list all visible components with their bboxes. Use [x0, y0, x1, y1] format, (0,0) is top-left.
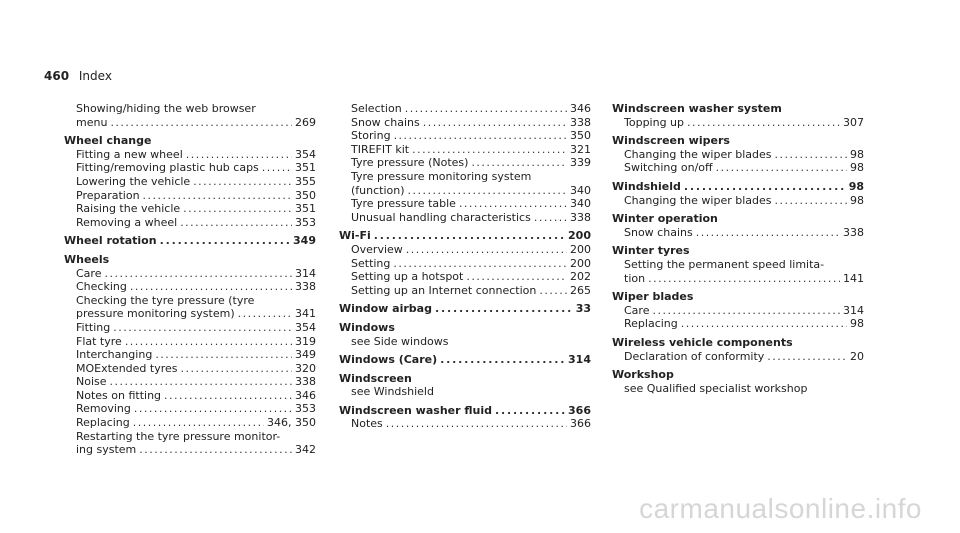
page-reference: 269: [295, 115, 316, 129]
index-subentry: [339, 129, 591, 143]
page-reference: 307: [843, 115, 864, 129]
page-reference: 346, 350: [267, 416, 316, 430]
page-reference: 200: [568, 229, 591, 243]
page-reference: 351: [295, 161, 316, 175]
entry-text: Raising the vehicle: [76, 202, 181, 216]
index-subentry: [64, 321, 316, 335]
leader-dots: [183, 202, 292, 216]
index-subentry: [64, 307, 316, 321]
entry-text: TIREFIT kit: [351, 142, 410, 156]
entry-text: Declaration of conformity: [624, 349, 765, 363]
leader-dots: [406, 243, 567, 257]
page-reference: 314: [843, 303, 864, 317]
index-heading-entry: [339, 229, 591, 243]
entry-text: Windscreen washer fluid: [339, 403, 492, 417]
index-subentry: [64, 348, 316, 362]
leader-dots: [238, 307, 292, 321]
index-subentry: [64, 443, 316, 457]
page-reference: 355: [295, 174, 316, 188]
entry-text: Replacing: [624, 317, 678, 331]
leader-dots: [423, 116, 567, 130]
index-heading: Windscreen washer system: [612, 102, 782, 115]
page-reference: 33: [575, 302, 591, 316]
entry-text: Storing: [351, 129, 391, 143]
index-subentry: [612, 350, 864, 364]
page-reference: 338: [570, 115, 591, 129]
index-heading-entry: [339, 302, 591, 316]
page-reference: 350: [570, 129, 591, 143]
entry-text: Removing: [76, 402, 131, 416]
entry-text: tion: [624, 271, 646, 285]
leader-dots: [394, 129, 567, 143]
index-column-3: [612, 102, 864, 395]
page-reference: 338: [295, 280, 316, 294]
index-heading: Wheel change: [64, 134, 152, 148]
leader-dots: [374, 229, 565, 243]
index-subentry: [64, 216, 316, 230]
page-reference: 342: [295, 443, 316, 457]
leader-dots: [440, 353, 565, 367]
leader-dots: [459, 197, 567, 211]
page-reference: 20: [850, 349, 864, 363]
entry-text: Windows (Care): [339, 353, 438, 367]
entry-text: Unusual handling characteristics: [351, 210, 531, 224]
page-reference: 339: [570, 156, 591, 170]
leader-dots: [495, 404, 565, 418]
entry-text: Topping up: [624, 115, 685, 129]
index-subentry: [64, 161, 316, 175]
page-reference: 98: [848, 179, 864, 193]
index-subentry: [612, 116, 864, 130]
entry-text: menu: [76, 115, 108, 129]
page-reference: 200: [570, 256, 591, 270]
leader-dots: [155, 348, 292, 362]
page-reference: 338: [843, 225, 864, 239]
leader-dots: [775, 194, 848, 208]
entry-text: Snow chains: [624, 225, 693, 239]
entry-text: Setting up a hotspot: [351, 270, 464, 284]
index-column-1: [64, 102, 316, 457]
page-reference: 353: [295, 402, 316, 416]
entry-text: Setting up an Internet connection: [351, 283, 537, 297]
page-reference: 338: [295, 375, 316, 389]
page-reference: 98: [850, 161, 864, 175]
leader-dots: [681, 317, 847, 331]
entry-text: Checking: [76, 280, 127, 294]
page-reference: 141: [843, 271, 864, 285]
entry-text: Tyre pressure table: [351, 197, 456, 211]
entry-text: Wheel rotation: [64, 234, 157, 248]
leader-dots: [110, 375, 292, 389]
page-reference: 320: [295, 361, 316, 375]
index-subentry: [339, 211, 591, 225]
leader-dots: [696, 226, 840, 240]
index-subentry: [64, 148, 316, 162]
index-subentry: [64, 375, 316, 389]
leader-dots: [125, 335, 292, 349]
page-reference: 340: [570, 183, 591, 197]
index-heading: Windows: [339, 320, 395, 334]
index-subentry-text: Restarting the tyre pressure monitor-: [76, 429, 281, 443]
index-subentry: [612, 194, 864, 208]
index-subentry-text: see Qualified specialist workshop: [624, 381, 808, 395]
leader-dots: [386, 417, 567, 431]
leader-dots: [181, 362, 293, 376]
index-subentry: [64, 202, 316, 216]
index-heading: Workshop: [612, 368, 674, 382]
index-heading: Wireless vehicle components: [612, 335, 793, 349]
page-reference: 98: [850, 147, 864, 161]
page-reference: 346: [295, 388, 316, 402]
leader-dots: [767, 350, 847, 364]
entry-text: Wi-Fi: [339, 229, 371, 243]
leader-dots: [133, 416, 264, 430]
index-subentry: [612, 148, 864, 162]
entry-text: Replacing: [76, 416, 130, 430]
index-subentry: [339, 116, 591, 130]
section-title: Index: [78, 69, 112, 83]
page-reference: 354: [295, 147, 316, 161]
page-reference: 353: [295, 215, 316, 229]
index-subentry: [612, 161, 864, 175]
leader-dots: [393, 257, 567, 271]
index-heading: Windscreen: [339, 371, 412, 385]
page-reference: 200: [570, 242, 591, 256]
page-reference: 202: [570, 270, 591, 284]
leader-dots: [408, 184, 567, 198]
page-reference: 354: [295, 320, 316, 334]
entry-text: Snow chains: [351, 115, 420, 129]
leader-dots: [139, 443, 292, 457]
page-reference: 340: [570, 197, 591, 211]
page-reference: 314: [568, 353, 591, 367]
index-subentry: [339, 284, 591, 298]
entry-text: Switching on/off: [624, 161, 713, 175]
page-reference: 98: [850, 193, 864, 207]
page-reference: 98: [850, 317, 864, 331]
entry-text: Fitting/removing plastic hub caps: [76, 161, 259, 175]
index-subentry-text: Tyre pressure monitoring system: [351, 169, 532, 183]
index-heading: Wiper blades: [612, 290, 694, 304]
index-column-2: [339, 102, 591, 431]
leader-dots: [160, 234, 290, 248]
leader-dots: [687, 116, 840, 130]
index-subentry: [339, 257, 591, 271]
leader-dots: [775, 148, 848, 162]
entry-text: MOExtended tyres: [76, 361, 178, 375]
index-subentry: [612, 317, 864, 331]
index-subentry: [612, 272, 864, 286]
index-heading-entry: [612, 180, 864, 194]
leader-dots: [534, 211, 567, 225]
entry-text: Tyre pressure (Notes): [351, 156, 469, 170]
page-reference: 346: [570, 102, 591, 115]
page-reference: 350: [295, 188, 316, 202]
leader-dots: [113, 321, 292, 335]
index-subentry: [64, 116, 316, 130]
index-subentry: [339, 143, 591, 157]
index-subentry: [339, 184, 591, 198]
leader-dots: [435, 302, 573, 316]
leader-dots: [180, 216, 292, 230]
entry-text: Fitting: [76, 320, 111, 334]
page-number: 460: [44, 69, 70, 83]
page-reference: 321: [570, 142, 591, 156]
leader-dots: [466, 270, 567, 284]
index-subentry: [339, 197, 591, 211]
entry-text: Lowering the vehicle: [76, 174, 191, 188]
index-subentry-text: Checking the tyre pressure (tyre: [76, 293, 255, 307]
leader-dots: [716, 161, 847, 175]
leader-dots: [134, 402, 292, 416]
entry-text: Overview: [351, 242, 403, 256]
index-subentry: [64, 402, 316, 416]
index-subentry-text: see Windshield: [351, 385, 434, 399]
leader-dots: [164, 389, 292, 403]
entry-text: Removing a wheel: [76, 215, 178, 229]
index-heading: Windscreen wipers: [612, 134, 730, 148]
index-heading: Winter operation: [612, 212, 718, 226]
entry-text: Windshield: [612, 179, 681, 193]
entry-text: Selection: [351, 102, 402, 115]
index-subentry: [339, 156, 591, 170]
page-reference: 351: [295, 202, 316, 216]
index-subentry: [64, 267, 316, 281]
leader-dots: [262, 161, 292, 175]
leader-dots: [193, 175, 292, 189]
index-subentry: [64, 175, 316, 189]
entry-text: Changing the wiper blades: [624, 193, 772, 207]
entry-text: Preparation: [76, 188, 140, 202]
index-subentry: [64, 416, 316, 430]
index-subentry: [64, 362, 316, 376]
index-subentry: [64, 335, 316, 349]
index-heading-entry: [339, 404, 591, 418]
entry-text: Changing the wiper blades: [624, 147, 772, 161]
leader-dots: [648, 272, 840, 286]
index-subentry: [64, 389, 316, 403]
page-reference: 366: [570, 417, 591, 431]
entry-text: Setting: [351, 256, 391, 270]
index-subentry: [64, 189, 316, 203]
entry-text: Window airbag: [339, 302, 432, 316]
leader-dots: [471, 156, 567, 170]
entry-text: Notes on fitting: [76, 388, 162, 402]
page-reference: 341: [295, 307, 316, 321]
entry-text: Care: [624, 303, 650, 317]
leader-dots: [104, 267, 292, 281]
page-reference: 319: [295, 334, 316, 348]
page-reference: 349: [295, 348, 316, 362]
leader-dots: [412, 143, 567, 157]
page-reference: 265: [570, 283, 591, 297]
watermark: carmanualsonline.info: [639, 493, 922, 524]
leader-dots: [130, 280, 292, 294]
index-subentry: [339, 102, 591, 116]
entry-text: Care: [76, 266, 102, 280]
entry-text: Flat tyre: [76, 334, 122, 348]
entry-text: Noise: [76, 375, 107, 389]
leader-dots: [652, 304, 840, 318]
leader-dots: [405, 102, 567, 116]
index-subentry: [612, 304, 864, 318]
index-heading: Winter tyres: [612, 244, 690, 258]
index-subentry-text: Setting the permanent speed limita-: [624, 257, 825, 271]
index-subentry-text: Showing/hiding the web browser: [76, 102, 256, 115]
index-heading-entry: [64, 234, 316, 248]
leader-dots: [143, 189, 292, 203]
page-reference: 366: [568, 403, 591, 417]
entry-text: pressure monitoring system): [76, 307, 235, 321]
leader-dots: [539, 284, 567, 298]
page-reference: 349: [293, 234, 316, 248]
leader-dots: [186, 148, 292, 162]
index-subentry-text: see Side windows: [351, 334, 449, 348]
entry-text: (function): [351, 183, 405, 197]
page-reference: 314: [295, 266, 316, 280]
index-subentry: [612, 226, 864, 240]
page-header: [44, 69, 112, 83]
index-subentry: [339, 417, 591, 431]
page-reference: 338: [570, 210, 591, 224]
entry-text: Notes: [351, 417, 383, 431]
entry-text: ing system: [76, 443, 137, 457]
index-heading-entry: [339, 353, 591, 367]
entry-text: Fitting a new wheel: [76, 147, 183, 161]
leader-dots: [684, 180, 846, 194]
index-subentry: [339, 243, 591, 257]
index-subentry: [64, 280, 316, 294]
entry-text: Interchanging: [76, 348, 153, 362]
index-heading: Wheels: [64, 252, 110, 266]
leader-dots: [110, 116, 292, 130]
index-subentry: [339, 270, 591, 284]
